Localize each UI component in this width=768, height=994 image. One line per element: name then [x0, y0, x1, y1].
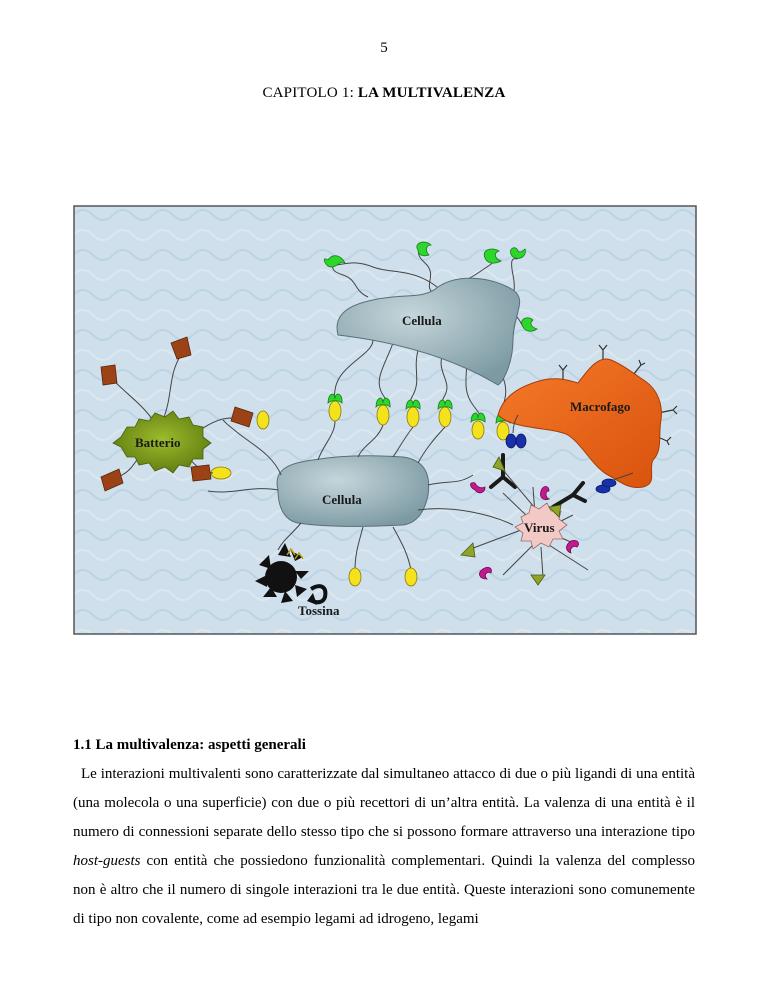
label-virus: Virus — [524, 520, 555, 535]
paragraph-line-3: entità è il numero di connessioni separate dello stesso tipo che si possono formare attraverso una — [73, 795, 696, 840]
label-cellula-bottom: Cellula — [322, 492, 362, 507]
section-paragraph — [73, 760, 695, 934]
paragraph-line-2: entità (una molecola o una superficie) con due o più recettori di un’altra entità. La valenza di una — [73, 766, 695, 811]
label-tossina: Tossina — [298, 603, 340, 618]
multivalence-figure — [73, 205, 697, 635]
paragraph-line-1: Le interazioni multivalenti sono caratterizzate dal simultaneo attacco di due o più ligandi di una — [81, 766, 658, 782]
label-batterio: Batterio — [135, 435, 181, 450]
multivalence-diagram — [73, 205, 697, 635]
chapter-title-text: LA MULTIVALENZA — [357, 85, 506, 101]
paragraph-line-5: valenza del complesso non è altro che il numero di singole interazioni tra le due entità. Queste — [73, 853, 696, 898]
paragraph-line-4b: con entità che possiedono funzionalità complementari. Quindi la — [140, 853, 550, 869]
page-number: 5 — [380, 40, 388, 56]
chapter-prefix: CAPITOLO 1: — [262, 85, 358, 101]
section-heading: 1.1 La multivalenza: aspetti generali — [73, 737, 306, 753]
toxin-body — [265, 561, 297, 593]
paragraph-line-6: interazioni sono comunemente di tipo non covalente, come ad esempio legami ad idrogeno, legami — [73, 882, 696, 927]
paragraph-host-guests: host-guests — [73, 853, 141, 869]
chapter-title — [0, 85, 768, 102]
label-cellula-top: Cellula — [402, 313, 442, 328]
paragraph-line-4a: interazione tipo — [600, 824, 695, 840]
label-macrofago: Macrofago — [570, 399, 631, 414]
